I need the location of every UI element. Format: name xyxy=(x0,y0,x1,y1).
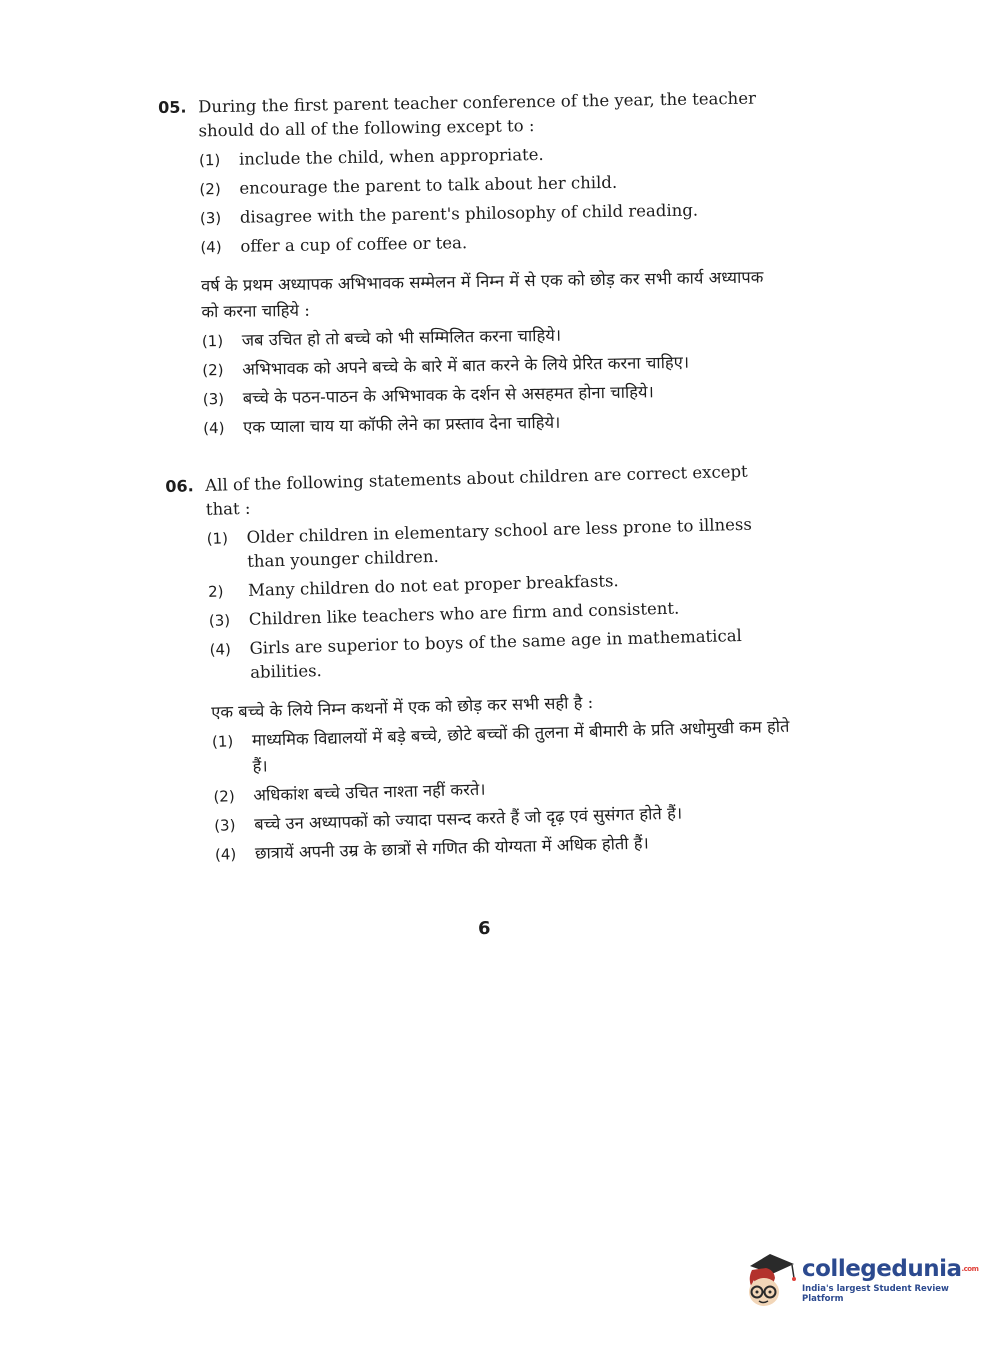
hindi-question-stem: वर्ष के प्रथम अध्यापक अभिभावक सम्मेलन में निम्न में से एक को छोड़ कर सभी कार्य अध्यापक को करना चाहिये : xyxy=(200,267,764,322)
option-number: (2) xyxy=(213,787,235,806)
option-text: include the child, when appropriate. xyxy=(238,144,544,169)
question-06 xyxy=(165,459,795,869)
page-number: 6 xyxy=(478,918,491,939)
option-number: (1) xyxy=(211,732,234,751)
option-text: Older children in elementary school are less prone to illness than younger children. xyxy=(246,514,753,571)
option-number: (3) xyxy=(208,611,231,630)
hindi-option-4 xyxy=(203,406,783,441)
option-number: (4) xyxy=(200,238,222,257)
option-number: (3) xyxy=(202,390,225,409)
option-number: (2) xyxy=(199,180,221,199)
option-text: disagree with the parent's philosophy of child reading. xyxy=(239,200,699,227)
hindi-options xyxy=(212,714,795,868)
option-text: encourage the parent to talk about her child. xyxy=(239,172,618,198)
option-text: अधिकांश बच्चे उचित नाश्ता नहीं करते। xyxy=(253,779,486,805)
option-text: बच्चे उन अध्यापकों को ज्यादा पसन्द करते हैं जो दृढ़ एवं सुसंगत होते हैं। xyxy=(253,803,683,834)
option-number: (1) xyxy=(201,332,224,351)
option-4 xyxy=(209,623,790,686)
question-05 xyxy=(158,86,783,442)
brand-name-text: collegedunia xyxy=(802,1256,962,1282)
option-text: Children like teachers who are firm and consistent. xyxy=(248,598,680,629)
option-number: (1) xyxy=(206,529,229,548)
option-text: बच्चे के पठन-पाठन के अभिभावक के दर्शन से असहमत होना चाहिये। xyxy=(242,382,654,408)
brand-name xyxy=(802,1256,978,1282)
option-2 xyxy=(199,168,779,201)
english-options xyxy=(206,512,790,686)
option-number: (4) xyxy=(209,640,232,659)
option-1 xyxy=(199,139,779,172)
question-number: 06. xyxy=(165,476,194,496)
option-text: Many children do not eat proper breakfasts. xyxy=(247,571,619,600)
option-number: (4) xyxy=(203,418,225,438)
option-number: (3) xyxy=(213,816,236,835)
english-options xyxy=(199,139,781,259)
option-number: (3) xyxy=(199,209,222,228)
option-text: जब उचित हो तो बच्चे को भी सम्मिलित करना चाहिये। xyxy=(241,325,562,350)
option-number: (1) xyxy=(198,151,221,170)
option-3 xyxy=(200,197,780,230)
hindi-question-stem: एक बच्चे के लिये निम्न कथनों में एक को छोड़ कर सभी सही है : xyxy=(210,692,594,722)
option-text: माध्यमिक विद्यालयों में बड़े बच्चे, छोटे बच्चों की तुलना में बीमारी के प्रति अधोमुखी कम होते हैं। xyxy=(251,716,790,776)
mascot-icon xyxy=(742,1250,798,1310)
question-05-header xyxy=(158,86,779,144)
option-number: (2) xyxy=(202,361,224,380)
hindi-options xyxy=(202,319,784,441)
option-text: Girls are superior to boys of the same age in mathematical abilities. xyxy=(249,625,743,682)
question-stem: During the first parent teacher conference of the year, the teacher should do all of the following except to : xyxy=(198,88,757,141)
option-text: अभिभावक को अपने बच्चे के बारे में बात करने के लिये प्रेरित करना चाहिए। xyxy=(242,352,690,379)
brand-domain: .com xyxy=(961,1265,979,1273)
option-4 xyxy=(200,226,780,259)
collegedunia-logo xyxy=(742,1250,979,1310)
brand-tagline: India's largest Student Review Platform xyxy=(802,1284,949,1304)
option-number: 2) xyxy=(207,582,224,601)
option-text: एक प्याला चाय या कॉफी लेने का प्रस्ताव देना चाहिये। xyxy=(243,412,561,437)
option-text: offer a cup of coffee or tea. xyxy=(240,233,468,256)
logo-text xyxy=(802,1256,978,1304)
option-1 xyxy=(206,512,787,575)
option-number: (4) xyxy=(214,845,237,864)
question-number: 05. xyxy=(158,97,187,117)
option-text: छात्रायें अपनी उम्र के छात्रों से गणित की योग्यता में अधिक होती हैं। xyxy=(254,833,650,863)
question-stem: All of the following statements about children are correct except that : xyxy=(205,461,748,519)
